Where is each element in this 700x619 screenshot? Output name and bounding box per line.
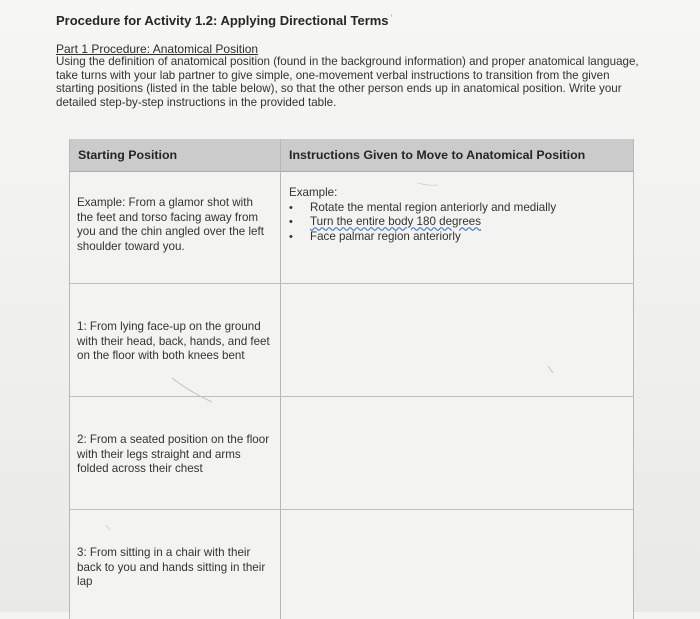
starting-position-cell <box>77 546 277 590</box>
bullet-icon: • <box>289 201 293 214</box>
table-header-row <box>70 139 633 172</box>
example-label: Example: <box>289 186 338 199</box>
cell-line: 2: From a seated position on the floor <box>77 433 270 446</box>
cell-line: folded across their chest <box>77 462 203 476</box>
table-row <box>70 284 633 397</box>
cell-line: with their head, back, hands, and feet <box>77 334 270 348</box>
instructions-cell <box>289 186 556 244</box>
part-heading: Part 1 Procedure: Anatomical Position <box>56 42 259 56</box>
cell-line: back to you and hands sitting in their <box>77 560 266 574</box>
cell-line: you and the chin angled over the left <box>77 225 264 239</box>
spellcheck-underlined-text: Turn the entire body 180 degrees <box>310 215 482 229</box>
table-row <box>70 510 633 619</box>
starting-position-cell <box>77 196 277 254</box>
table-row <box>70 397 633 510</box>
cell-line: the feet and torso facing away from <box>77 210 259 224</box>
procedure-title: Procedure for Activity 1.2: Applying Directional Terms ’ <box>56 13 393 28</box>
intro-line: starting positions (listed in the table below), so that the other person ends up in anatomical position. Write your <box>56 82 622 96</box>
bullet-icon: • <box>289 230 293 243</box>
instructions-table <box>69 139 634 619</box>
cell-line: on the floor with both knees bent <box>77 349 245 363</box>
list-item: • Rotate the mental region anteriorly and medially <box>289 200 557 214</box>
intro-line: Using the definition of anatomical position (found in the background information) and proper anatomical language, <box>56 55 639 68</box>
list-item: • Face palmar region anteriorly <box>289 229 461 243</box>
starting-position-cell <box>77 433 277 477</box>
cell-line: 3: From sitting in a chair with their <box>77 546 251 559</box>
bullet-icon: • <box>289 216 293 229</box>
intro-line: take turns with your lab partner to give simple, one-movement verbal instructions to transition from the given <box>56 68 610 82</box>
header-instructions: Instructions Given to Move to Anatomical Position <box>289 148 586 162</box>
list-item <box>289 215 556 230</box>
starting-position-cell <box>77 320 277 364</box>
cell-line: shoulder toward you. <box>77 239 185 253</box>
intro-line: detailed step-by-step instructions in the provided table. <box>56 95 337 109</box>
cell-line: Example: From a glamor shot with <box>77 196 253 209</box>
stray-mark: ’ <box>390 13 393 23</box>
cell-line: 1: From lying face-up on the ground <box>77 320 261 333</box>
intro-paragraph <box>56 55 656 109</box>
cell-line: lap <box>77 575 93 589</box>
cell-line: with their legs straight and arms <box>77 447 241 461</box>
table-row-example <box>70 172 633 284</box>
header-starting-position: Starting Position <box>78 148 178 162</box>
instruction-list <box>289 201 556 245</box>
